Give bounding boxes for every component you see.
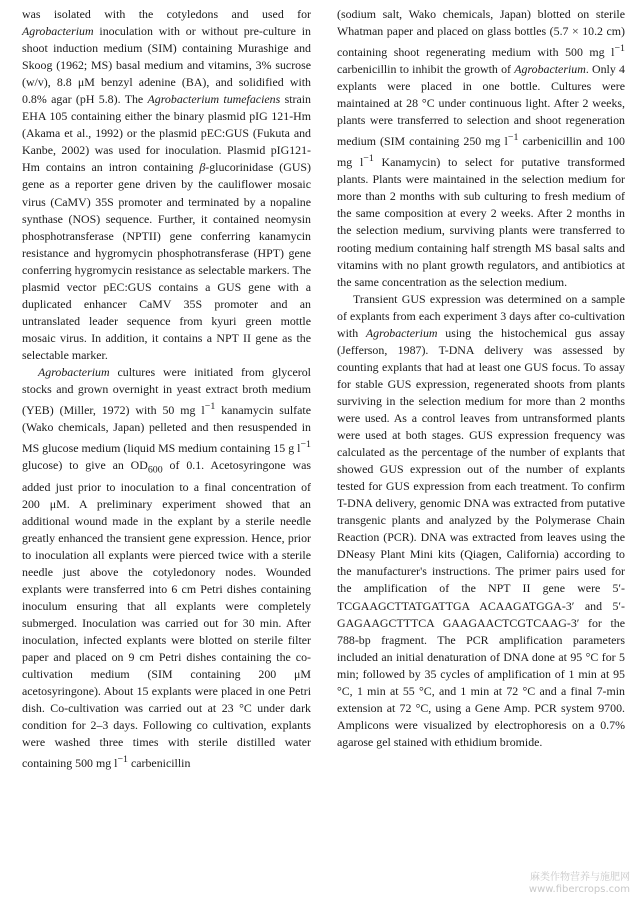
watermark-url: www.fibercrops.com xyxy=(528,884,630,895)
left-paragraph-1: was isolated with the cotyledons and used for Agrobacterium inoculation with or without pre-culture in shoot induction medium (SIM) containing Murashige and Skoog (1962; MS) basal medium and vitamins, 3% sucrose (w/v), 8.8 μM benzyl adenine (BA), and solidified with 0.8% agar (pH 5.8). The Agrobacterium tumefaciens strain EHA 105 containing either the binary plasmid pIG 121-Hm (Akama et al., 1992) or the plasmid pEC:GUS (Fukuta and Kanbe, 2002) was used for inoculation. Plasmid pIG121-Hm contains an intron containing β-glucorinidase (GUS) gene as a reporter gene driven by the cauliflower mosaic virus (CaMV) 35S promoter and terminated by a nopaline synthase (NOS) sequence. Further, it contained neomysin phosphotransferase (NPTII) gene conferring kanamycin resistance and hygromycin phosphotransferase (HPT) gene conferring hygromycin resistance as selectable markers. The plasmid vector pEC:GUS contains a GUS gene with a duplicated enhancer CaMV 35S promoter and an untranslated leader sequence from kyuri green mottle mosaic virus. In addition, it contains a NPT II gene as the selectable marker. xyxy=(22,7,311,362)
watermark xyxy=(529,872,630,896)
right-column xyxy=(337,6,625,751)
watermark-site-name: 麻类作物营养与施肥网 xyxy=(530,872,630,883)
left-paragraph-2: Agrobacterium cultures were initiated from glycerol stocks and grown overnight in yeast extract broth medium (YEB) (Miller, 1972) with 50 mg $l^{-1}$ kanamycin sulfate (Wako chemicals, Japan) pelleted and then resuspended in MS glucose medium (liquid MS medium containing 15 g $l^{-1}$ glucose) to give an $OD_{600}$ of 0.1. Acetosyringone was added just prior to inoculation to a final concentration of 200 μM. A preliminary experiment showed that an additional wound made in the explant by a sterile needle greatly enhanced the transient gene expression. Hence, prior to inoculation all explants were pierced twice with a sterile needle just above the cotyledonory nodes. Wounded explants were transferred into 6 cm Petri dishes containing inoculum ensuring that all explants were completely submerged. Inoculation was carried out for 30 min. After inoculation, infected explants were blotted on sterile filter paper and placed on 9 cm Petri dishes containing the co-cultivation medium (SIM containing 200 μM acetosyringone). About 15 explants were placed in one Petri dish. Co-cultivation was carried out at 23 °C under dark condition for 2–3 days. Following co cultivation, explants were washed three times with sterile distilled water containing 500 mg $l^{-1}$ carbenicillin xyxy=(22,364,312,771)
right-paragraph-1: (sodium salt, Wako chemicals, Japan) blotted on sterile Whatman paper and placed on glass bottles (5.7 × 10.2 cm) containing shoot regenerating medium with 500 mg $l^{-1}$ carbenicillin to inhibit the growth of Agrobacterium. Only 4 explants were placed in one bottle. Cultures were maintained at 28 °C under continuous light. After 2 weeks, plants were transferred to selection and shoot regeneration medium (SIM containing 250 mg $l^{-1}$ carbenicillin and 100 mg $l^{-1}$ Kanamycin) to select for putative transformed plants. Plants were maintained in the selection medium for more than 2 months with sub culturing to fresh medium of the same composition at every 2 weeks. After 2 months in the selection medium, surviving plants were transferred to rooting medium containing half strength MS basal salts and vitamins with no plant growth regulators, and antibiotics at the same concentration as the selection medium. xyxy=(337,7,625,289)
right-paragraph-2: Transient GUS expression was determined on a sample of explants from each experiment 3 days after co-cultivation with Agrobacterium using the histochemical gus assay (Jefferson, 1987). T-DNA delivery was assessed by counting explants that had at least one GUS focus. To assay for stable GUS expression, regenerated shoots from plants surviving in the selection medium for more than 2 months were used. As a control leaves from untransformed plants were used at both stages. GUS expression frequency was calculated as the percentage of the number of explants that showed GUS expression out of the number of explants tested for GUS expression from each treatment. To confirm T-DNA delivery, genomic DNA was extracted from putative transgenic plants and analyzed by the Polymerase Chain Reaction (PCR). DNA was extracted from leaves using the DNeasy Plant Mini kits (Qiagen, California) according to the manufacturer's instructions. The primer pairs used for the amplification of the NPT II gene were 5′-TCGAAGCTTATGATTGA ACAAGATGGA-3′ and 5′-GAGAAGCTTTCA GAAGAACTCGTCAAG-3′ for the 788-bp fragment. The PCR amplification parameters included an initial denaturation of DNA done at 95 °C for 5 min; followed by 35 cycles of amplification of 1 min at 95 °C, 1 min at 55 °C, and 1 min at 72 °C and a final 7-min extension at 72 °C, using a Gene Amp. PCR system 9700. Amplicons were visualized by electrophoresis on a 0.7% agarose gel stained with ethidium bromide. xyxy=(337,291,625,749)
left-column xyxy=(22,6,311,772)
